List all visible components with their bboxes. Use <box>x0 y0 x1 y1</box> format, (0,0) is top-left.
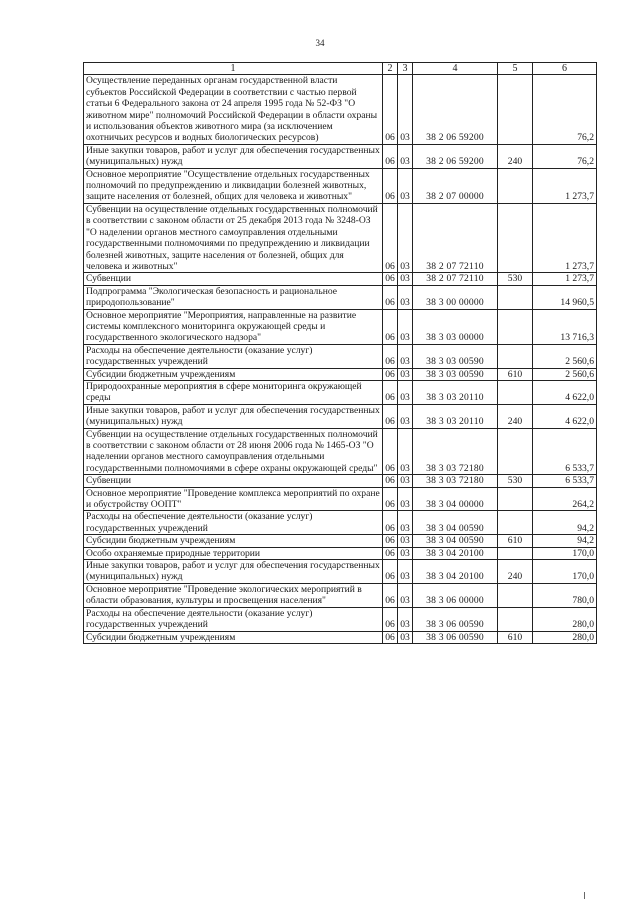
table-cell-section: 06 <box>383 428 398 475</box>
table-cell-name: Иные закупки товаров, работ и услуг для обеспечения государственных (муниципальных) нужд <box>84 144 383 168</box>
table-cell-expense-type: 240 <box>498 404 533 428</box>
table-cell-section: 06 <box>383 631 398 643</box>
table-cell-expense-type: 530 <box>498 475 533 487</box>
table-row <box>84 511 597 535</box>
table-cell-section: 06 <box>383 285 398 309</box>
table-cell-expense-type <box>498 168 533 203</box>
table-cell-amount: 14 960,5 <box>533 285 597 309</box>
table-cell-name: Субсидии бюджетным учреждениям <box>84 368 383 380</box>
table-cell-target-article: 38 3 03 20110 <box>413 380 498 404</box>
table-cell-target-article: 38 3 04 20100 <box>413 560 498 584</box>
table-row <box>84 75 597 144</box>
table-cell-amount: 1 273,7 <box>533 168 597 203</box>
table-cell-target-article: 38 3 03 00000 <box>413 309 498 344</box>
table-cell-target-article: 38 2 06 59200 <box>413 144 498 168</box>
table-cell-section: 06 <box>383 203 398 272</box>
table-cell-name: Иные закупки товаров, работ и услуг для обеспечения государственных (муниципальных) нужд <box>84 560 383 584</box>
table-cell-section: 06 <box>383 560 398 584</box>
table-cell-subsection: 03 <box>398 75 413 144</box>
table-cell-section: 06 <box>383 344 398 368</box>
table-cell-subsection: 03 <box>398 168 413 203</box>
table-cell-amount: 280,0 <box>533 607 597 631</box>
table-cell-section: 06 <box>383 168 398 203</box>
table-cell-name: Субвенции на осуществление отдельных государственных полномочий в соответствии с законом области от 28 июня 2006 года № 1465-ОЗ "О наделении органов местного самоуправления отдельными государственными полномочиями в сфере охраны окружающей среды" <box>84 428 383 475</box>
table-cell-section: 06 <box>383 273 398 285</box>
table-cell-expense-type: 610 <box>498 631 533 643</box>
table-cell-target-article: 38 3 06 00000 <box>413 583 498 607</box>
table-row <box>84 631 597 643</box>
table-row <box>84 607 597 631</box>
table-cell-amount: 264,2 <box>533 487 597 511</box>
table-cell-expense-type <box>498 309 533 344</box>
header-col-5: 5 <box>498 63 533 75</box>
table-cell-subsection: 03 <box>398 285 413 309</box>
table-row <box>84 273 597 285</box>
table-row <box>84 380 597 404</box>
table-cell-name: Основное мероприятие "Осуществление отдельных государственных полномочий по предупреждению и ликвидации болезней животных, защите населения от болезней, общих для человека и животных" <box>84 168 383 203</box>
table-cell-subsection: 03 <box>398 428 413 475</box>
table-cell-expense-type <box>498 203 533 272</box>
table-cell-name: Расходы на обеспечение деятельности (оказание услуг) государственных учреждений <box>84 607 383 631</box>
table-cell-target-article: 38 2 06 59200 <box>413 75 498 144</box>
table-cell-section: 06 <box>383 380 398 404</box>
table-cell-subsection: 03 <box>398 547 413 559</box>
table-cell-section: 06 <box>383 475 398 487</box>
table-cell-target-article: 38 3 03 72180 <box>413 475 498 487</box>
table-cell-target-article: 38 3 06 00590 <box>413 607 498 631</box>
table-cell-expense-type: 240 <box>498 144 533 168</box>
table-cell-subsection: 03 <box>398 344 413 368</box>
table-cell-target-article: 38 2 07 72110 <box>413 273 498 285</box>
table-cell-amount: 94,2 <box>533 511 597 535</box>
table-cell-expense-type <box>498 380 533 404</box>
table-cell-target-article: 38 3 06 00590 <box>413 631 498 643</box>
table-row <box>84 168 597 203</box>
table-row <box>84 547 597 559</box>
table-cell-expense-type <box>498 583 533 607</box>
budget-table <box>83 62 597 644</box>
table-cell-target-article: 38 3 04 20100 <box>413 547 498 559</box>
table-cell-name: Иные закупки товаров, работ и услуг для обеспечения государственных (муниципальных) нужд <box>84 404 383 428</box>
table-cell-amount: 1 273,7 <box>533 273 597 285</box>
table-row <box>84 344 597 368</box>
table-cell-target-article: 38 3 04 00000 <box>413 487 498 511</box>
table-cell-target-article: 38 2 07 00000 <box>413 168 498 203</box>
table-row <box>84 203 597 272</box>
table-cell-amount: 13 716,3 <box>533 309 597 344</box>
table-cell-section: 06 <box>383 75 398 144</box>
header-col-3: 3 <box>398 63 413 75</box>
table-cell-name: Расходы на обеспечение деятельности (оказание услуг) государственных учреждений <box>84 511 383 535</box>
header-col-2: 2 <box>383 63 398 75</box>
table-cell-expense-type <box>498 487 533 511</box>
table-cell-subsection: 03 <box>398 273 413 285</box>
table-cell-subsection: 03 <box>398 631 413 643</box>
table-row <box>84 583 597 607</box>
table-cell-section: 06 <box>383 404 398 428</box>
table-cell-expense-type: 240 <box>498 560 533 584</box>
table-cell-name: Основное мероприятие "Проведение комплекса мероприятий по охране и обустройству ООПТ" <box>84 487 383 511</box>
table-cell-amount: 94,2 <box>533 535 597 547</box>
table-cell-name: Субсидии бюджетным учреждениям <box>84 631 383 643</box>
table-cell-name: Субвенции <box>84 475 383 487</box>
table-cell-amount: 780,0 <box>533 583 597 607</box>
table-cell-target-article: 38 3 03 00590 <box>413 368 498 380</box>
table-cell-section: 06 <box>383 583 398 607</box>
table-cell-section: 06 <box>383 144 398 168</box>
table-cell-name: Особо охраняемые природные территории <box>84 547 383 559</box>
table-row <box>84 285 597 309</box>
table-cell-amount: 1 273,7 <box>533 203 597 272</box>
table-cell-subsection: 03 <box>398 560 413 584</box>
table-cell-section: 06 <box>383 535 398 547</box>
table-cell-subsection: 03 <box>398 475 413 487</box>
header-col-1: 1 <box>84 63 383 75</box>
header-col-6: 6 <box>533 63 597 75</box>
table-cell-target-article: 38 3 00 00000 <box>413 285 498 309</box>
table-row <box>84 144 597 168</box>
table-cell-expense-type <box>498 547 533 559</box>
table-cell-name: Субвенции <box>84 273 383 285</box>
table-cell-target-article: 38 3 04 00590 <box>413 511 498 535</box>
table-cell-expense-type: 610 <box>498 535 533 547</box>
page-number: 34 <box>315 38 325 48</box>
table-row <box>84 368 597 380</box>
table-cell-section: 06 <box>383 309 398 344</box>
table-cell-section: 06 <box>383 547 398 559</box>
table-row <box>84 560 597 584</box>
table-row <box>84 535 597 547</box>
table-cell-amount: 2 560,6 <box>533 344 597 368</box>
table-cell-subsection: 03 <box>398 203 413 272</box>
table-cell-subsection: 03 <box>398 607 413 631</box>
table-cell-expense-type: 530 <box>498 273 533 285</box>
table-cell-subsection: 03 <box>398 583 413 607</box>
table-cell-subsection: 03 <box>398 380 413 404</box>
table-cell-name: Расходы на обеспечение деятельности (оказание услуг) государственных учреждений <box>84 344 383 368</box>
table-cell-subsection: 03 <box>398 309 413 344</box>
table-cell-name: Природоохранные мероприятия в сфере мониторинга окружающей среды <box>84 380 383 404</box>
table-cell-expense-type <box>498 344 533 368</box>
table-cell-subsection: 03 <box>398 368 413 380</box>
table-cell-amount: 4 622,0 <box>533 404 597 428</box>
table-cell-name: Основное мероприятие "Мероприятия, направленные на развитие системы комплексного мониторинга окружающей среды и государственного экологического надзора" <box>84 309 383 344</box>
table-cell-amount: 6 533,7 <box>533 475 597 487</box>
table-cell-section: 06 <box>383 607 398 631</box>
table-row <box>84 487 597 511</box>
table-cell-amount: 6 533,7 <box>533 428 597 475</box>
table-cell-section: 06 <box>383 368 398 380</box>
table-cell-amount: 4 622,0 <box>533 380 597 404</box>
table-cell-expense-type: 610 <box>498 368 533 380</box>
table-cell-section: 06 <box>383 511 398 535</box>
table-cell-amount: 170,0 <box>533 560 597 584</box>
table-cell-expense-type <box>498 75 533 144</box>
table-cell-amount: 76,2 <box>533 75 597 144</box>
header-col-4: 4 <box>413 63 498 75</box>
table-row <box>84 404 597 428</box>
table-cell-amount: 280,0 <box>533 631 597 643</box>
table-cell-name: Субсидии бюджетным учреждениям <box>84 535 383 547</box>
table-cell-amount: 2 560,6 <box>533 368 597 380</box>
table-cell-subsection: 03 <box>398 144 413 168</box>
table-cell-target-article: 38 2 07 72110 <box>413 203 498 272</box>
table-header-row <box>84 63 597 75</box>
scan-mark <box>584 892 585 899</box>
table-cell-target-article: 38 3 03 00590 <box>413 344 498 368</box>
table-cell-expense-type <box>498 428 533 475</box>
table-cell-target-article: 38 3 03 72180 <box>413 428 498 475</box>
table-cell-subsection: 03 <box>398 511 413 535</box>
table-cell-name: Осуществление переданных органам государственной власти субъектов Российской Федерации в соответствии с частью первой статьи 6 Федерального закона от 24 апреля 1995 года № 52-ФЗ "О животном мире" полномочий Российской Федерации в области охраны и использования объектов животного мира (за исключением охотничьих ресурсов и водных биологических ресурсов) <box>84 75 383 144</box>
table-row <box>84 475 597 487</box>
table-cell-name: Подпрограмма "Экологическая безопасность и рациональное природопользование" <box>84 285 383 309</box>
table-cell-amount: 170,0 <box>533 547 597 559</box>
table-cell-expense-type <box>498 285 533 309</box>
table-cell-name: Основное мероприятие "Проведение экологических мероприятий в области образования, культуры и просвещения населения" <box>84 583 383 607</box>
table-cell-subsection: 03 <box>398 487 413 511</box>
table-cell-subsection: 03 <box>398 404 413 428</box>
table-cell-expense-type <box>498 607 533 631</box>
table-cell-target-article: 38 3 03 20110 <box>413 404 498 428</box>
table-cell-name: Субвенции на осуществление отдельных государственных полномочий в соответствии с законом области от 25 декабря 2013 года № 3248-ОЗ "О наделении органов местного самоуправления отдельными государственными полномочиями по предупреждению и ликвидации болезней животных, защите населения от болезней, общих для человека и животных" <box>84 203 383 272</box>
table-row <box>84 309 597 344</box>
table-cell-section: 06 <box>383 487 398 511</box>
table-row <box>84 428 597 475</box>
table-cell-expense-type <box>498 511 533 535</box>
table-cell-target-article: 38 3 04 00590 <box>413 535 498 547</box>
table-cell-subsection: 03 <box>398 535 413 547</box>
table-cell-amount: 76,2 <box>533 144 597 168</box>
